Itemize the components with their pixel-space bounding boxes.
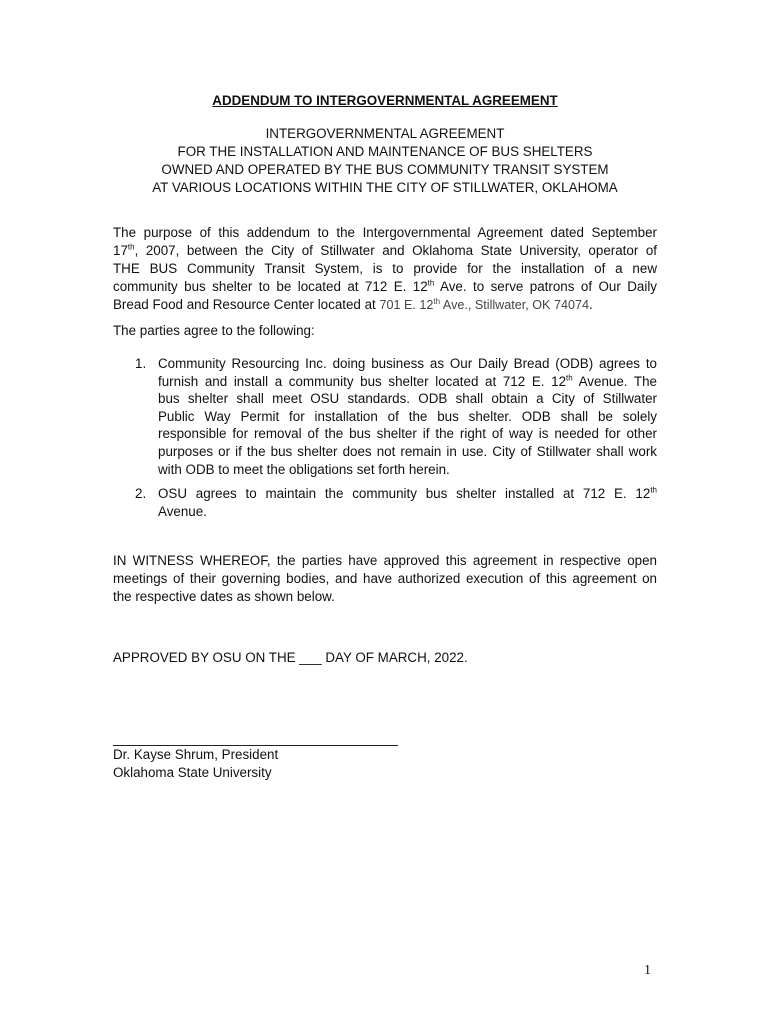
subheading-line: INTERGOVERNMENTAL AGREEMENT [265,126,505,141]
subheading-line: FOR THE INSTALLATION AND MAINTENANCE OF BUS SHELTERS [177,144,593,159]
list-item-number: 1. [135,356,147,371]
signatory-name: Dr. Kayse Shrum, President [113,747,279,762]
approval-line: APPROVED BY OSU ON THE ___ DAY OF MARCH, 2022. [113,650,468,665]
agreement-subheading [0,125,770,197]
document-title: ADDENDUM TO INTERGOVERNMENTAL AGREEMENT [212,93,558,108]
signatory-organization: Oklahoma State University [113,765,272,780]
parties-intro: The parties agree to the following: [113,323,315,338]
witness-paragraph [113,552,657,606]
purpose-paragraph [113,224,657,314]
paragraph-line: The purpose of this addendum to the Intergovernmental Agreement dated September [113,225,657,240]
paragraph-line: 17th, 2007, between the City of Stillwater and Oklahoma State University, operator of [113,242,657,258]
paragraph-line: the respective dates as shown below. [113,589,335,604]
list-item-body: OSU agrees to maintain the community bus shelter installed at 712 E. 12th Avenue. [158,485,657,519]
page-number: 1 [644,963,651,978]
subheading-line: OWNED AND OPERATED BY THE BUS COMMUNITY TRANSIT SYSTEM [161,162,609,177]
list-item-body: Community Resourcing Inc. doing business as Our Daily Bread (ODB) agrees to furnish and install a community bus shelter located at 712 E. 12th Avenue. The bus shelter shall meet OSU standards. ODB shall obtain a City of Stillwater Public Way Permit for installation of the bus shelter. ODB shall be solely responsible for removal of the bus shelter if the right of way is needed for other purposes or if the bus shelter does not remain in use. City of Stillwater shall work with ODB to meet the obligations set forth herein. [158,356,657,477]
paragraph-line: meetings of their governing bodies, and have authorized execution of this agreement on [113,571,657,586]
paragraph-line: community bus shelter to be located at 712 E. 12th Ave. to serve patrons of Our Daily [113,278,657,294]
subheading-line: AT VARIOUS LOCATIONS WITHIN THE CITY OF STILLWATER, OKLAHOMA [152,180,618,195]
address-text: 701 E. 12th Ave., Stillwater, OK 74074 [379,296,589,312]
paragraph-line: THE BUS Community Transit System, is to provide for the installation of a new [113,261,657,276]
list-item-number: 2. [135,486,147,501]
paragraph-line: IN WITNESS WHEREOF, the parties have approved this agreement in respective open [113,553,657,568]
paragraph-line: Bread Food and Resource Center located at 701 E. 12th Ave., Stillwater, OK 74074. [113,296,593,312]
